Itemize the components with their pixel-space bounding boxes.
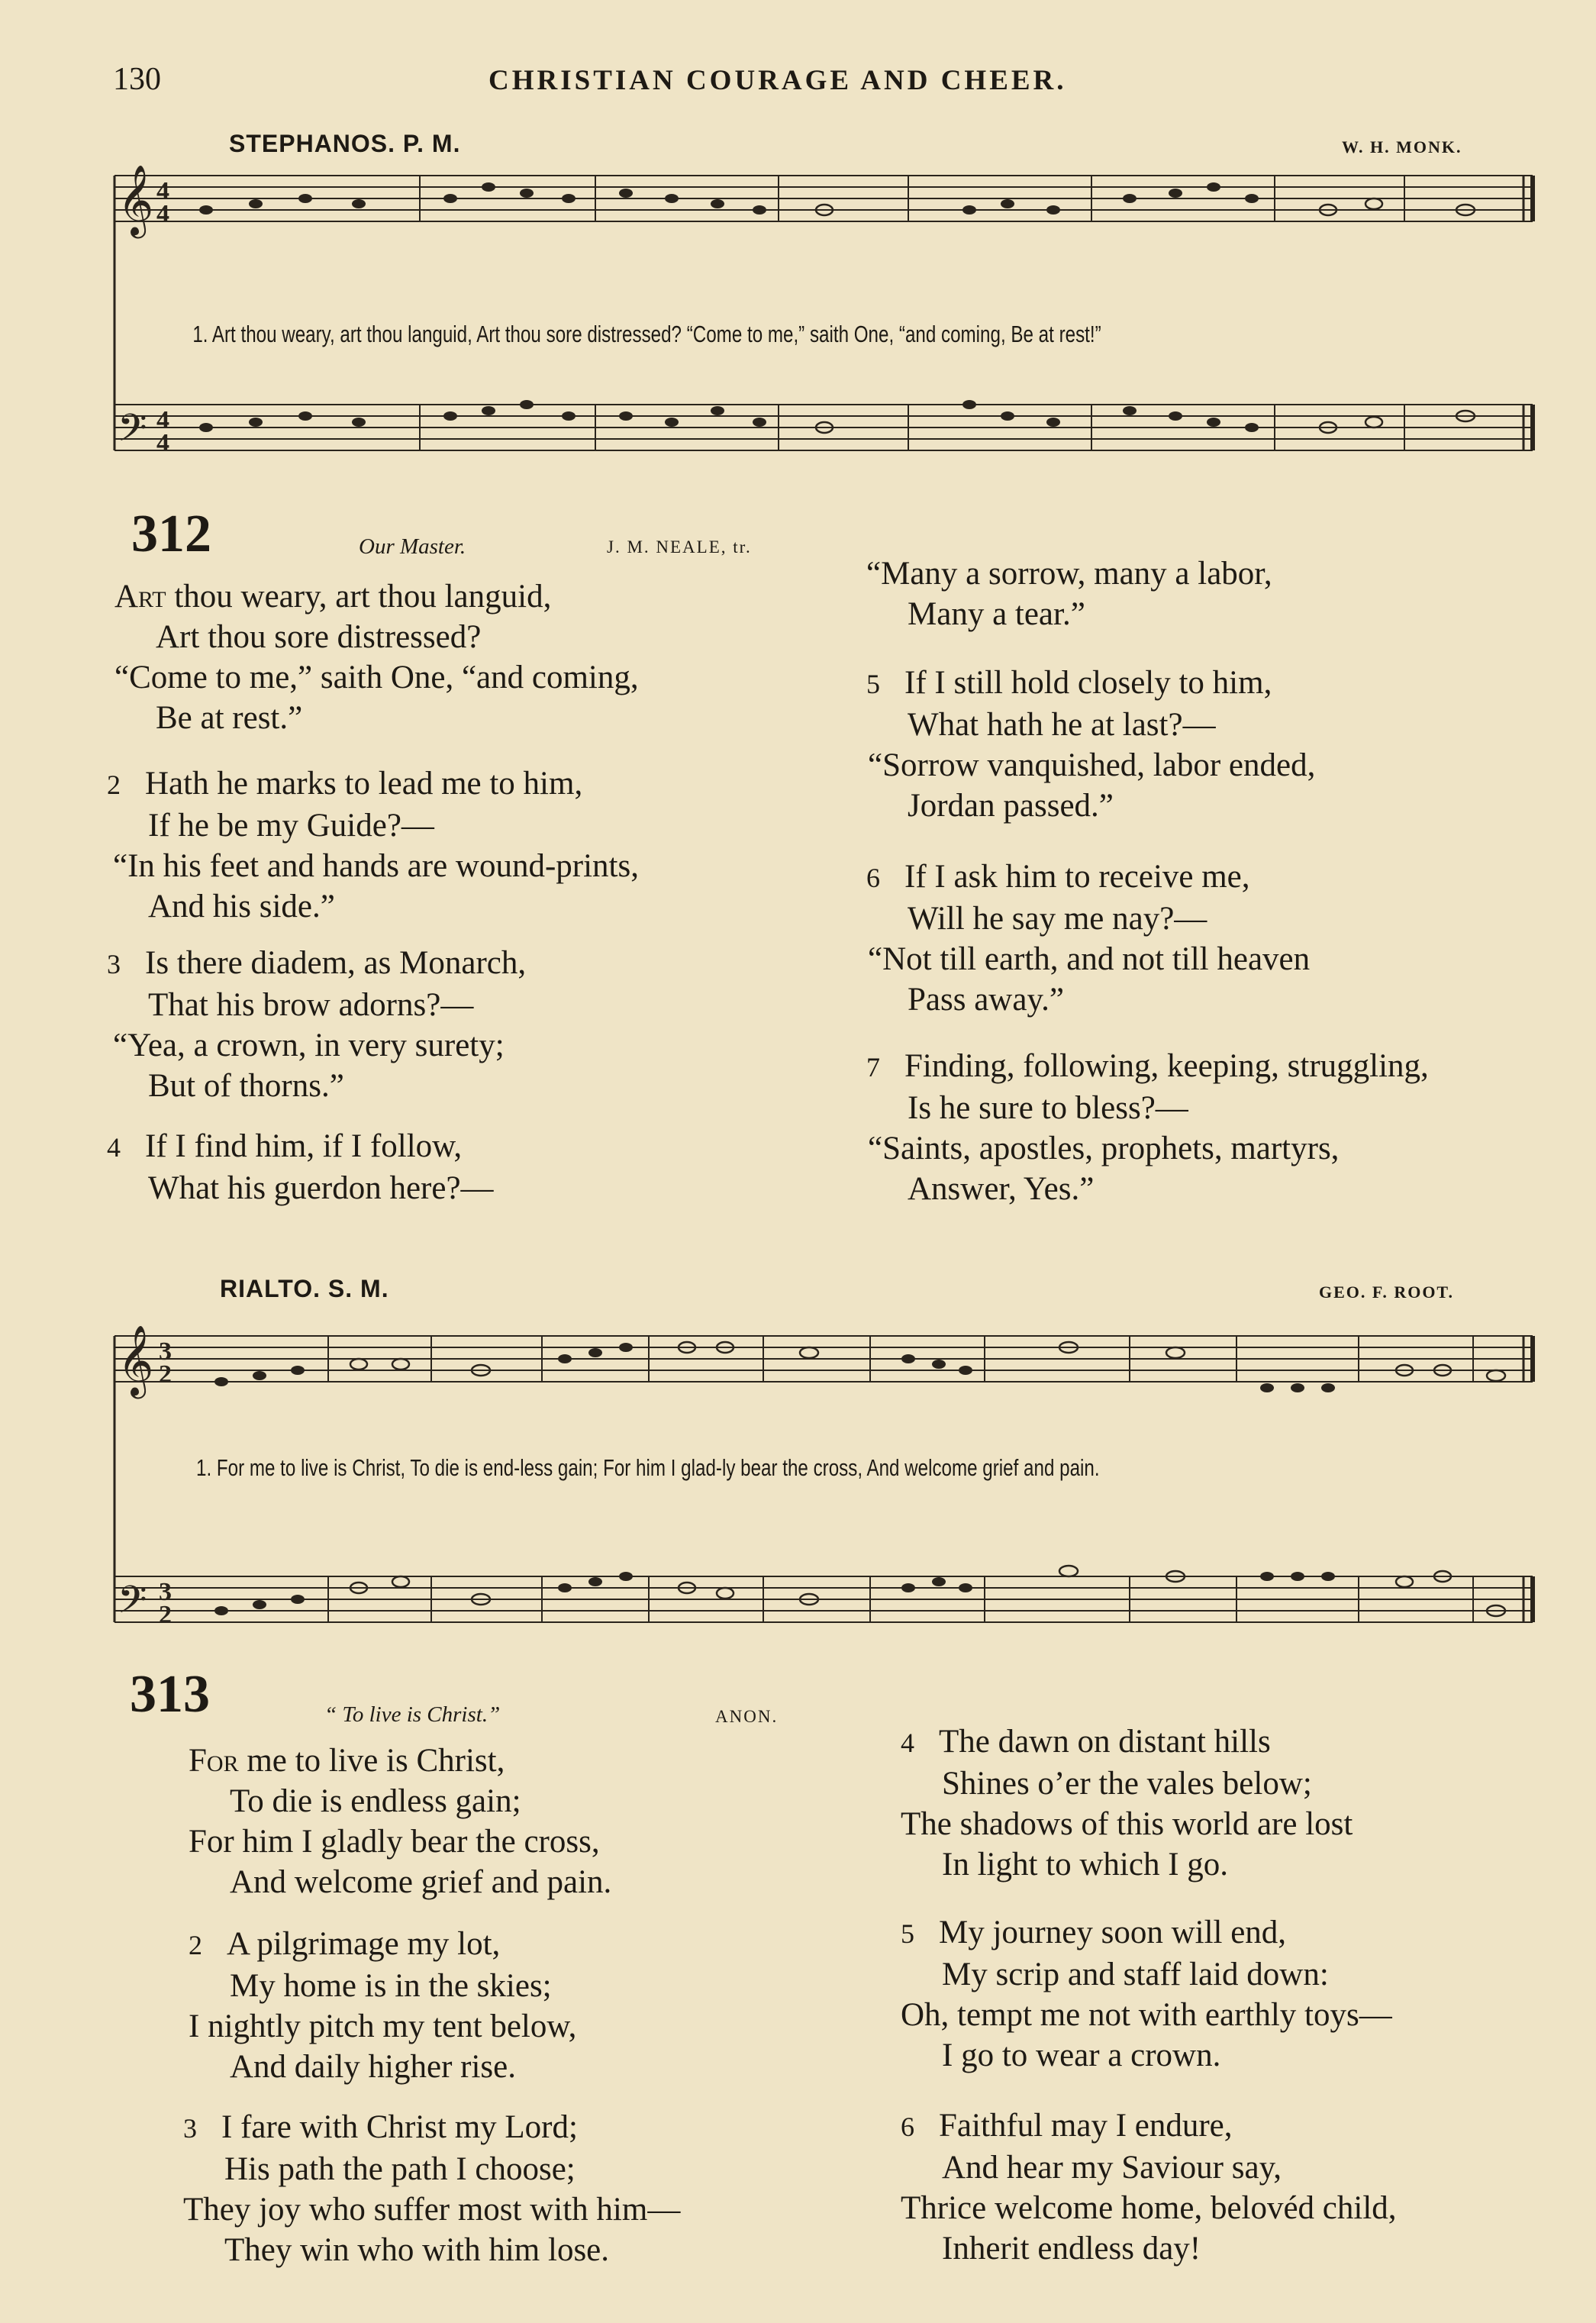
line: My scrip and staff laid down: (942, 1957, 1329, 1992)
music-score-stephanos (107, 164, 1542, 500)
svg-text:4: 4 (156, 429, 169, 457)
page-number: 130 (113, 62, 161, 97)
line: “In his feet and hands are wound-prints, (113, 848, 639, 884)
line: Thrice welcome home, belovéd child, (901, 2190, 1397, 2226)
line: But of thorns.” (148, 1068, 344, 1104)
composer-monk: W. H. MONK. (1342, 137, 1462, 156)
line: What hath he at last?— (908, 707, 1216, 743)
music-lyric-312: 1. Art thou weary, art thou languid, Art thou sore distressed? “Come to me,” saith One, “and coming, Be at rest!” (192, 321, 1101, 347)
stanza-number: 7 (866, 1052, 880, 1082)
music-score-rialto (107, 1313, 1542, 1657)
stanza-3-312 (107, 943, 526, 1106)
stanza-5-313 (901, 1912, 1392, 2076)
stanza-5-312 (866, 663, 1315, 826)
svg-text:𝄞: 𝄞 (118, 164, 154, 235)
line: And his side.” (148, 889, 335, 924)
line: me to live is Christ, (238, 1743, 505, 1779)
svg-text:𝄢: 𝄢 (118, 1578, 147, 1631)
line: Hath he marks to lead me to him, (145, 766, 583, 802)
line: Is he sure to bless?— (908, 1090, 1188, 1126)
stanza-2-313 (189, 1924, 576, 2087)
line: Be at rest.” (156, 700, 303, 736)
stanza-number: 4 (107, 1132, 121, 1163)
line: Is there diadem, as Monarch, (145, 945, 527, 981)
line: A pilgrimage my lot, (227, 1926, 501, 1962)
stanza-number: 5 (866, 669, 880, 699)
line: Shines o’er the vales below; (942, 1766, 1312, 1802)
line: In light to which I go. (942, 1847, 1229, 1883)
tune-name-stephanos: STEPHANOS. P. M. (229, 130, 461, 157)
line: To die is endless gain; (230, 1783, 521, 1819)
running-title: CHRISTIAN COURAGE AND CHEER. (488, 65, 1067, 96)
line: Will he say me nay?— (908, 901, 1207, 937)
svg-text:3: 3 (159, 1337, 172, 1366)
first-word: For (189, 1743, 239, 1779)
hymn-number-312: 312 (131, 505, 211, 563)
svg-text:4: 4 (156, 200, 169, 228)
line: I nightly pitch my tent below, (189, 2008, 577, 2044)
hymn-subtitle-312: Our Master. (359, 534, 466, 559)
stanza-number: 5 (901, 1918, 914, 1949)
line: Art thou sore distressed? (156, 619, 482, 655)
line: Pass away.” (908, 982, 1064, 1018)
stanza-3-313 (183, 2107, 680, 2270)
stanza-6-312 (866, 857, 1310, 1020)
stanza-number: 2 (189, 1930, 202, 1960)
line: My journey soon will end, (939, 1915, 1287, 1950)
line: If I ask him to receive me, (904, 859, 1250, 895)
stanza-2-312 (107, 763, 639, 927)
stanza-1-312 (114, 576, 639, 738)
line: If I find him, if I follow, (145, 1128, 463, 1164)
line: “Many a sorrow, many a labor, (866, 556, 1272, 592)
svg-text:3: 3 (159, 1578, 172, 1606)
stanza-number: 3 (107, 949, 121, 979)
line: Oh, tempt me not with earthly toys— (901, 1997, 1392, 2033)
hymn-number-313: 313 (130, 1665, 210, 1724)
line: I fare with Christ my Lord; (221, 2109, 578, 2145)
line: And welcome grief and pain. (230, 1864, 612, 1900)
svg-text:4: 4 (156, 406, 169, 434)
line: That his brow adorns?— (148, 987, 474, 1023)
line: “Come to me,” saith One, “and coming, (114, 660, 639, 695)
line: Answer, Yes.” (908, 1171, 1095, 1207)
stanza-4-312-end (866, 553, 1272, 634)
stanza-4-312-start (107, 1126, 494, 1208)
line: “Saints, apostles, prophets, martyrs, (868, 1131, 1340, 1166)
line: They joy who suffer most with him— (183, 2192, 681, 2228)
tune-name-rialto: RIALTO. S. M. (220, 1275, 389, 1302)
line: They win who with him lose. (224, 2232, 610, 2268)
hymn-author-312: J. M. NEALE, tr. (607, 537, 752, 557)
line: If he be my Guide?— (148, 808, 434, 844)
first-word: Art (114, 579, 166, 615)
stanza-number: 2 (107, 769, 121, 800)
svg-text:𝄢: 𝄢 (118, 406, 147, 460)
stanza-7-312 (866, 1046, 1429, 1209)
line: For him I gladly bear the cross, (189, 1824, 600, 1860)
line: And daily higher rise. (230, 2049, 516, 2085)
hymn-author-313: ANON. (715, 1707, 779, 1726)
composer-root: GEO. F. ROOT. (1319, 1282, 1454, 1302)
stanza-number: 4 (901, 1728, 914, 1758)
line: thou weary, art thou languid, (166, 579, 552, 615)
line: The dawn on distant hills (939, 1724, 1271, 1760)
stanza-1-313 (189, 1741, 611, 1902)
line: His path the path I choose; (224, 2151, 576, 2187)
line: Jordan passed.” (908, 788, 1114, 824)
stanza-number: 6 (866, 863, 880, 893)
stanza-6-313 (901, 2105, 1397, 2269)
line: If I still hold closely to him, (904, 665, 1272, 701)
line: And hear my Saviour say, (942, 2150, 1282, 2186)
music-lyric-313: 1. For me to live is Christ, To die is end-less gain; For him I glad-ly bear the cross, And welcome grief and pain. (196, 1454, 1100, 1481)
line: Faithful may I endure, (939, 2108, 1233, 2144)
line: Many a tear.” (908, 596, 1085, 632)
line: The shadows of this world are lost (901, 1806, 1353, 1842)
svg-text:2: 2 (159, 1601, 172, 1629)
line: “Sorrow vanquished, labor ended, (868, 747, 1316, 783)
stanza-4-313 (901, 1721, 1353, 1885)
hymn-subtitle-313: “ To live is Christ.” (324, 1702, 501, 1727)
line: My home is in the skies; (230, 1968, 552, 2004)
svg-text:2: 2 (159, 1360, 172, 1389)
line: “Not till earth, and not till heaven (868, 941, 1311, 977)
line: What his guerdon here?— (148, 1170, 494, 1206)
stanza-number: 3 (183, 2113, 197, 2144)
svg-text:𝄞: 𝄞 (118, 1324, 154, 1395)
line: “Yea, a crown, in very surety; (113, 1028, 505, 1063)
line: Inherit endless day! (942, 2231, 1201, 2267)
stanza-number: 6 (901, 2112, 914, 2142)
line: Finding, following, keeping, struggling, (904, 1048, 1429, 1084)
line: I go to wear a crown. (942, 2037, 1221, 2073)
svg-text:4: 4 (156, 177, 169, 205)
